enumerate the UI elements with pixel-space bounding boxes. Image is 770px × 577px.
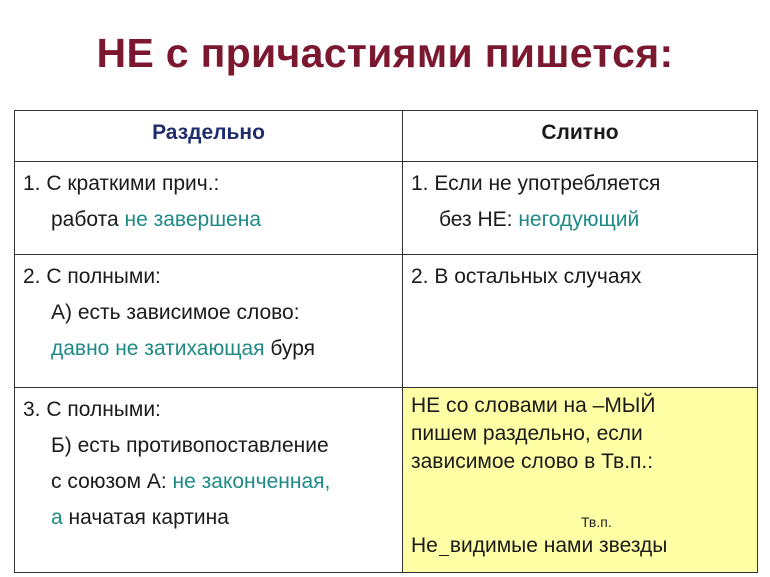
example-text: без НЕ: xyxy=(439,208,519,231)
rule-line: 2. С полными: xyxy=(23,265,161,288)
note-line: НЕ со словами на –МЫЙ xyxy=(411,394,656,417)
example-highlight: негодующий xyxy=(518,208,640,231)
rule-line: 3. С полными: xyxy=(23,398,161,421)
table-row xyxy=(15,388,758,573)
rule-cell xyxy=(15,255,403,388)
rule-line: А) есть зависимое слово: xyxy=(51,301,300,324)
note-box xyxy=(411,392,749,570)
rule-line: 1. Если не употребляется xyxy=(411,172,661,195)
rule-line: Б) есть противопоставление xyxy=(51,434,329,457)
example-highlight: не завершена xyxy=(124,208,261,231)
table-row xyxy=(15,255,758,388)
rule-cell xyxy=(403,162,758,255)
note-example xyxy=(411,532,667,560)
example-highlight: не законченная, xyxy=(172,470,331,493)
example-text: с союзом А: xyxy=(51,470,173,493)
note-cell xyxy=(403,388,758,573)
example-text: начатая картина xyxy=(62,506,229,529)
example-text: видимые нами звезды xyxy=(449,534,668,557)
rule-example xyxy=(411,202,749,238)
rule-example xyxy=(23,331,394,367)
rule-cell xyxy=(403,255,758,388)
page-title: НЕ с причастиями пишется: xyxy=(96,30,674,76)
example-text: работа xyxy=(51,208,125,231)
case-label: Тв.п. xyxy=(581,514,612,530)
rules-table xyxy=(14,110,758,573)
note-line: пишем раздельно, если xyxy=(411,422,643,445)
rule-cell xyxy=(15,162,403,255)
example-word: Не xyxy=(411,534,438,557)
example-highlight: а xyxy=(51,506,63,529)
rule-example xyxy=(23,500,394,536)
example-highlight: давно не затихающая xyxy=(51,337,265,360)
example-text: буря xyxy=(264,337,316,360)
separate-mark xyxy=(439,555,449,556)
rule-line: 2. В остальных случаях xyxy=(411,265,642,288)
table-row xyxy=(15,162,758,255)
rule-example xyxy=(23,202,394,238)
rule-cell xyxy=(15,388,403,573)
header-separately: Раздельно xyxy=(15,111,403,162)
note-line: зависимое слово в Тв.п.: xyxy=(411,450,654,473)
rule-line: 1. С краткими прич.: xyxy=(23,172,220,195)
header-row xyxy=(15,111,758,162)
rule-example xyxy=(23,464,394,500)
header-together: Слитно xyxy=(403,111,758,162)
